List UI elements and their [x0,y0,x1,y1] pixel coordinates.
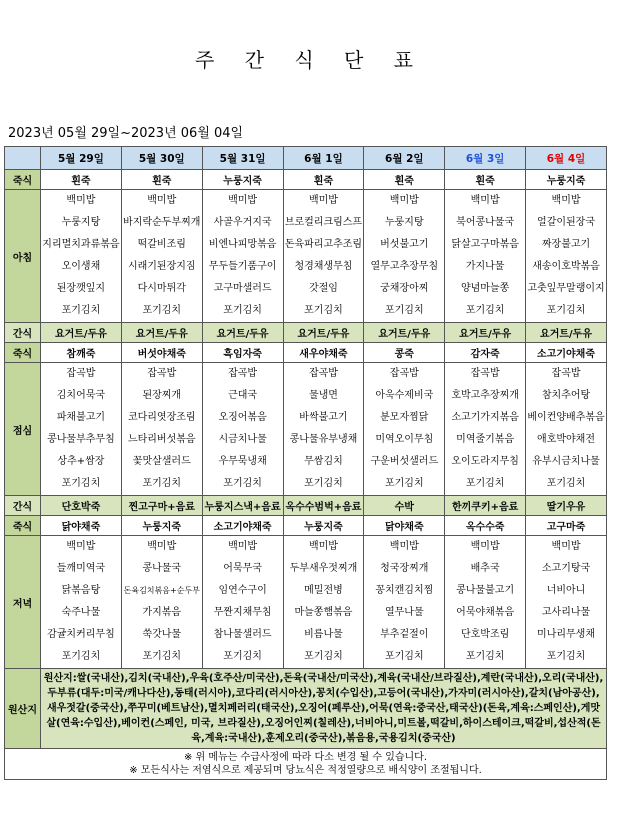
menu-item: 유부시금치나물 [532,456,600,467]
menu-item: 감귤치커리무침 [47,629,115,640]
menu-item: 포기김치 [465,478,505,489]
dinner-porridge-row-cell: 고구마죽 [526,516,607,536]
menu-item: 미역오이무침 [375,434,434,445]
menu-item: 잡곡밥 [308,368,338,379]
menu-item: 단호박조림 [460,629,510,640]
lunch-row-day [445,363,526,496]
menu-item: 콩나물불고기 [456,585,515,596]
menu-item: 포기김치 [142,651,182,662]
lunch-porridge-row-cell: 감자죽 [445,343,526,363]
menu-item: 백미밥 [389,541,419,552]
snack2-row-cell: 찐고구마+음료 [121,496,202,516]
menu-item: 백미밥 [308,541,338,552]
snack1-row-cell: 요거트/두유 [445,323,526,343]
menu-item: 포기김치 [384,305,424,316]
breakfast-porridge-row-cell: 흰죽 [445,170,526,190]
menu-item: 누룽지탕 [61,217,101,228]
menu-item: 포기김치 [142,305,182,316]
breakfast-porridge-row-cell: 누룽지죽 [526,170,607,190]
menu-item: 들깨미역국 [56,563,106,574]
menu-item: 백미밥 [66,541,96,552]
dinner-porridge-row-cell: 닭야채죽 [41,516,122,536]
breakfast-row [5,190,607,323]
menu-item: 다시마튀각 [137,283,186,294]
menu-item: 오이생채 [61,261,101,272]
origin-text: 원산지:쌀(국내산),김치(국내산),우육(호주산/미국산),돈육(국내산/미국산),계육(국내산/브라질산),계란(국내산),오리(국내산),두부류(대두:미국/캐나다산),동태(러시아),코다리(러시아산),꽁치(수입산),고등어(국내산),가자미(러시아산),갈치(남아공산),새우젓갈(중국산),쭈꾸미(베트남산),멸치페러리(태국산),오징어(페루산),어묵(연육:중국산,태국산)(돈육,계육:스페인산),게맛살(연육:수입산),베이컨(스페인, 미국, 브라질산),오징어인찌(칠레산),너비아니,미트볼,떡갈비,하이스테이크,떡갈비,섭산적(돈육,계육:국내산),훈제오리(중국산),볶음용,국용김치(중국산) [41,669,607,749]
menu-item: 백미밥 [389,195,419,206]
menu-item: 백미밥 [551,541,581,552]
menu-item: 포기김치 [61,478,101,489]
menu-item: 미역줄기볶음 [456,434,515,445]
menu-item: 북어콩나물국 [456,217,515,228]
menu-item: 꽁치캔김치찜 [375,585,434,596]
breakfast-porridge-row-cell: 흰죽 [283,170,364,190]
menu-item: 포기김치 [61,305,101,316]
snack2-row-cell: 딸기우유 [526,496,607,516]
snack2-row-cell: 누룽지스낵+음료 [202,496,283,516]
breakfast-porridge-row-cell: 흰죽 [121,170,202,190]
note-line: ※ 위 메뉴는 수급사정에 따라 다소 변경 될 수 있습니다. [183,752,428,763]
period-range: 2023년 05월 29일~2023년 06월 04일 [8,126,244,141]
menu-item: 배추국 [470,563,500,574]
menu-item: 아욱수제비국 [375,390,434,401]
menu-item: 무쌈김치 [304,456,343,467]
menu-item: 쑥갓나물 [142,629,182,640]
menu-item: 백미밥 [66,195,96,206]
breakfast-porridge-row [5,170,607,190]
lunch-row-day [526,363,607,496]
menu-item: 양념마늘쫑 [460,283,510,294]
lunch-row-day [364,363,445,496]
breakfast-row-day [202,190,283,323]
menu-item: 잡곡밥 [228,368,258,379]
menu-item: 잡곡밥 [470,368,500,379]
menu-item: 느타리버섯볶음 [127,434,196,445]
menu-item: 잡곡밥 [389,368,419,379]
dinner-row [5,536,607,669]
lunch-row-label: 점심 [5,363,41,496]
breakfast-row-label: 아침 [5,190,41,323]
dinner-row-day [526,536,607,669]
note-line: ※ 모든식사는 저염식으로 제공되며 당뇨식은 적정열량으로 배식양이 조절됩니다. [129,765,482,776]
menu-item: 청경채생무침 [294,261,353,272]
menu-item: 돈육김치볶음+순두부 [123,586,200,595]
lunch-porridge-row-label: 죽식 [5,343,41,363]
menu-item: 바싹불고기 [299,412,348,423]
snack2-row-label: 간식 [5,496,41,516]
menu-item: 브로컬리크림스프 [284,217,363,228]
menu-item: 짜장불고기 [541,239,591,250]
menu-item: 고구마샐러드 [213,283,272,294]
breakfast-row-day [445,190,526,323]
menu-item: 열무고추장무침 [370,261,439,272]
notes-cell [5,749,607,780]
menu-item: 궁채장아찌 [380,283,429,294]
menu-item: 백미밥 [228,541,258,552]
menu-item: 참나물샐러드 [213,629,272,640]
menu-item: 가지나물 [465,261,505,272]
dinner-porridge-row-cell: 누룽지죽 [283,516,364,536]
menu-item: 소고기탕국 [541,563,591,574]
lunch-row-day [202,363,283,496]
snack1-row-cell: 요거트/두유 [364,323,445,343]
menu-item: 시금치나물 [218,434,267,445]
menu-item: 포기김치 [384,651,424,662]
snack2-row [5,496,607,516]
menu-item: 코다리엿장조림 [127,412,196,423]
day-header: 5월 30일 [121,147,202,170]
menu-item: 미나리무생채 [537,629,596,640]
breakfast-row-day [41,190,122,323]
weekly-menu-table [4,146,607,780]
snack1-row-cell: 요거트/두유 [121,323,202,343]
menu-item: 포기김치 [223,651,262,662]
dinner-row-label: 저녁 [5,536,41,669]
breakfast-porridge-row-cell: 누룽지죽 [202,170,283,190]
header-row [5,147,607,170]
menu-item: 갓절임 [308,283,338,294]
menu-item: 포기김치 [304,651,343,662]
menu-item: 메밀전병 [304,585,343,596]
menu-item: 포기김치 [384,478,424,489]
dinner-row-day [41,536,122,669]
menu-item: 포기김치 [546,651,586,662]
menu-item: 열무나물 [384,607,424,618]
dinner-porridge-row-label: 죽식 [5,516,41,536]
breakfast-row-day [121,190,202,323]
menu-item: 사골우거지국 [213,217,272,228]
menu-item: 파채불고기 [56,412,106,423]
menu-item: 잡곡밥 [551,368,581,379]
lunch-row-day [41,363,122,496]
snack1-row [5,323,607,343]
lunch-porridge-row-cell: 콩죽 [364,343,445,363]
dinner-porridge-row-cell: 누룽지죽 [121,516,202,536]
dinner-row-day [283,536,364,669]
menu-item: 콩나물국 [142,563,182,574]
menu-item: 청국장찌개 [380,563,429,574]
snack2-row-cell: 한끼쿠키+음료 [445,496,526,516]
menu-item: 지리멸치과류볶음 [42,239,120,250]
menu-item: 백미밥 [228,195,258,206]
menu-item: 참치추어탕 [541,390,591,401]
snack1-row-cell: 요거트/두유 [283,323,364,343]
menu-item: 시래기된장지짐 [127,261,196,272]
menu-item: 고춧잎무말랭이지 [527,283,605,294]
lunch-porridge-row-cell: 소고기야채죽 [526,343,607,363]
menu-item: 꽃맛살샐러드 [132,456,191,467]
menu-item: 닭볶음탕 [61,585,101,596]
notes-row [5,749,607,780]
lunch-porridge-row-cell: 새우야채죽 [283,343,364,363]
day-header: 6월 3일 [445,147,526,170]
menu-item: 애호박야채전 [537,434,596,445]
menu-item: 백미밥 [470,541,500,552]
menu-item: 비름나물 [304,629,343,640]
day-header: 6월 1일 [283,147,364,170]
menu-item: 누룽지탕 [384,217,424,228]
page-title: 주 간 식 단 표 [194,48,426,72]
snack1-row-cell: 요거트/두유 [41,323,122,343]
menu-item: 임연수구이 [218,585,267,596]
menu-item: 잡곡밥 [147,368,177,379]
menu-item: 포기김치 [223,478,262,489]
breakfast-porridge-row-cell: 흰죽 [364,170,445,190]
menu-item: 김치어묵국 [56,390,106,401]
menu-item: 포기김치 [465,651,505,662]
menu-item: 무짠지채무침 [213,607,272,618]
breakfast-row-day [283,190,364,323]
menu-item: 상추+쌈장 [57,456,105,467]
snack1-row-label: 간식 [5,323,41,343]
header-corner [5,147,41,170]
menu-item: 된장찌개 [142,390,182,401]
menu-item: 두부새우젓찌개 [289,563,358,574]
menu-item: 소고기가지볶음 [451,412,519,423]
breakfast-porridge-row-label: 죽식 [5,170,41,190]
day-header: 5월 31일 [202,147,283,170]
menu-item: 백미밥 [147,195,177,206]
menu-item: 오이도라지무침 [451,456,519,467]
menu-item: 근대국 [228,390,258,401]
menu-item: 고사리나물 [541,607,591,618]
breakfast-row-day [364,190,445,323]
day-header: 6월 4일 [526,147,607,170]
menu-item: 구운버섯샐러드 [370,456,439,467]
day-header: 5월 29일 [41,147,122,170]
menu-item: 버섯불고기 [380,239,429,250]
snack2-row-cell: 옥수수범벅+음료 [283,496,364,516]
menu-item: 포기김치 [546,305,586,316]
menu-item: 돈육파리고추조림 [284,239,363,250]
menu-item: 백미밥 [470,195,500,206]
menu-item: 백미밥 [551,195,581,206]
menu-item: 호박고추장찌개 [451,390,519,401]
menu-item: 콩나물부추무침 [47,434,115,445]
menu-item: 너비아니 [546,585,586,596]
snack1-row-cell: 요거트/두유 [202,323,283,343]
menu-item: 포기김치 [142,478,182,489]
menu-item: 잡곡밥 [66,368,96,379]
snack1-row-cell: 요거트/두유 [526,323,607,343]
menu-item: 가지볶음 [142,607,182,618]
menu-item: 포기김치 [465,305,505,316]
lunch-row-day [283,363,364,496]
dinner-row-day [202,536,283,669]
dinner-porridge-row-cell: 닭야채죽 [364,516,445,536]
menu-item: 베이컨양배추볶음 [527,412,605,423]
menu-item: 어묵무국 [223,563,262,574]
menu-item: 포기김치 [223,305,262,316]
origin-row [5,669,607,749]
menu-item: 물냉면 [308,390,338,401]
menu-item: 무두들기품구이 [208,261,277,272]
menu-item: 새송이호박볶음 [532,261,600,272]
menu-item: 포기김치 [61,651,101,662]
menu-item: 비엔나피망볶음 [208,239,277,250]
lunch-porridge-row-cell: 흑임자죽 [202,343,283,363]
breakfast-porridge-row-cell: 흰죽 [41,170,122,190]
snack2-row-cell: 수박 [364,496,445,516]
menu-item: 분모자찜닭 [380,412,429,423]
lunch-porridge-row-cell: 버섯야채죽 [121,343,202,363]
lunch-porridge-row [5,343,607,363]
menu-item: 어묵야채볶음 [456,607,515,618]
menu-item: 마늘쫑햄볶음 [294,607,353,618]
dinner-row-day [121,536,202,669]
lunch-porridge-row-cell: 참깨죽 [41,343,122,363]
menu-item: 닭살고구마볶음 [451,239,519,250]
menu-item: 떡갈비조림 [137,239,186,250]
menu-item: 포기김치 [304,478,343,489]
menu-item: 숙주나물 [61,607,101,618]
menu-item: 포기김치 [546,478,586,489]
breakfast-row-day [526,190,607,323]
dinner-row-day [445,536,526,669]
dinner-porridge-row [5,516,607,536]
menu-item: 오징어볶음 [218,412,267,423]
lunch-row-day [121,363,202,496]
menu-item: 부추겉절이 [380,629,429,640]
day-header: 6월 2일 [364,147,445,170]
menu-item: 콩나물유부냉채 [289,434,358,445]
menu-item: 백미밥 [147,541,177,552]
origin-label: 원산지 [5,669,41,749]
dinner-row-day [364,536,445,669]
menu-item: 얼갈이된장국 [537,217,596,228]
dinner-porridge-row-cell: 소고기야채죽 [202,516,283,536]
menu-item: 포기김치 [304,305,343,316]
menu-item: 바지락순두부찌개 [123,217,201,228]
lunch-row [5,363,607,496]
menu-item: 백미밥 [308,195,338,206]
snack2-row-cell: 단호박죽 [41,496,122,516]
menu-item: 우무묵냉채 [218,456,267,467]
menu-item: 된장깻잎지 [56,283,106,294]
dinner-porridge-row-cell: 옥수수죽 [445,516,526,536]
